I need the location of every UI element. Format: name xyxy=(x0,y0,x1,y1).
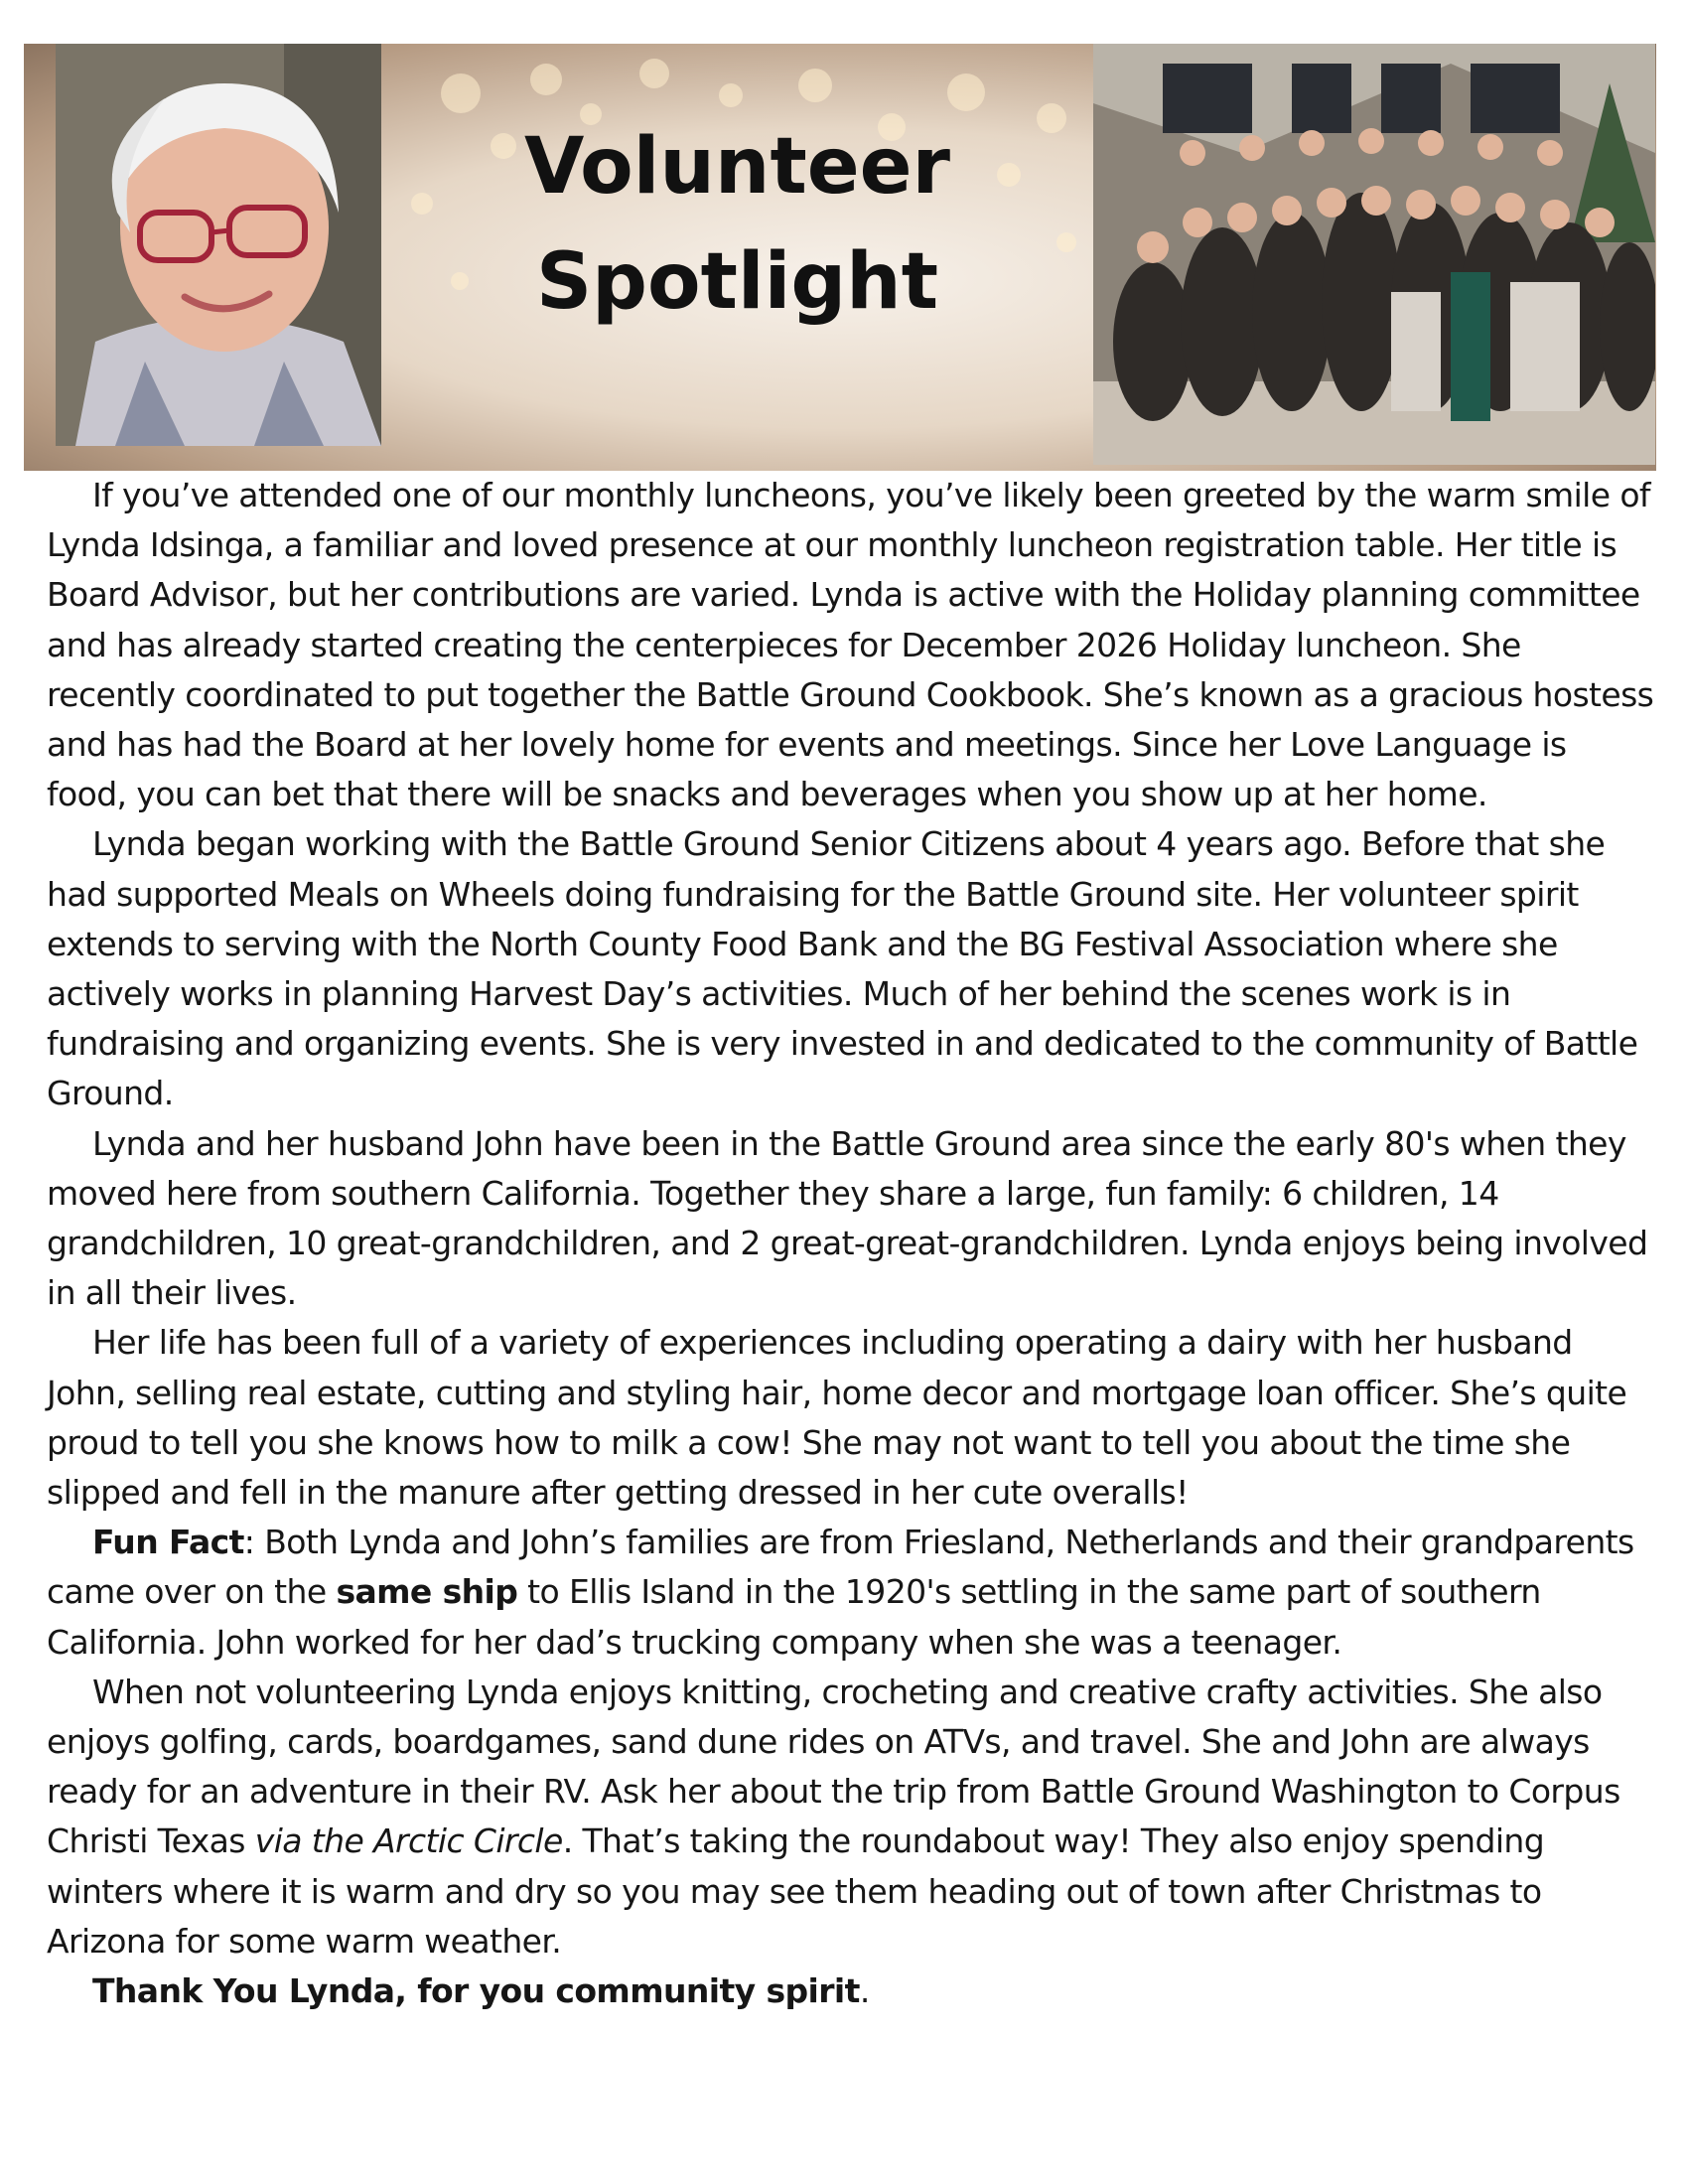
paragraph-hobbies xyxy=(47,1668,1655,1966)
group-illustration xyxy=(1093,44,1655,465)
title-line-1: Volunteer xyxy=(523,122,951,212)
bokeh-light xyxy=(798,69,832,102)
paragraph-family: Lynda and her husband John have been in the Battle Ground area since the early 80's when they moved here from southern California. Together they share a large, fun family: 6 children, 14 grandchildren, 10 great-grandchildren, and 2 great-great-grandchildren. Lynda enjoys being involved in all their lives. xyxy=(47,1123,1648,1313)
article-body xyxy=(47,471,1655,2016)
title-line-2: Spotlight xyxy=(535,237,938,327)
page-title xyxy=(381,109,1093,340)
fun-fact-text-b: to Ellis Island in the 1920's settling in the same part of southern California. John worked for her dad’s trucking company when she was a teenager. xyxy=(47,1572,1541,1662)
fun-fact-text-a: : Both Lynda and John’s families are from Friesland, Netherlands and their grandparents came over on the xyxy=(47,1523,1634,1612)
paragraph-intro: If you’ve attended one of our monthly luncheons, you’ve likely been greeted by the warm smile of Lynda Idsinga, a familiar and loved presence at our monthly luncheon registration table. Her title is Board Advisor, but her contributions are varied. Lynda is active with the Holiday planning committee and has already started creating the centerpieces for December 2026 Holiday luncheon. She recently coordinated to put together the Battle Ground Cookbook. She’s known as a gracious hostess and has had the Board at her lovely home for events and meetings. Since her Love Language is food, you can bet that there will be snacks and beverages when you show up at her home. xyxy=(47,476,1654,814)
family-group-photo xyxy=(1093,44,1655,465)
bokeh-light xyxy=(441,73,481,113)
hobbies-italic: via the Arctic Circle xyxy=(254,1821,563,1861)
paragraph-experiences: Her life has been full of a variety of experiences including operating a dairy with her husband John, selling real estate, cutting and styling hair, home decor and mortgage loan officer. She’s quite proud to tell you she knows how to milk a cow! She may not want to tell you about the time she slipped and fell in the manure after getting dressed in her cute overalls! xyxy=(47,1323,1627,1513)
portrait-illustration xyxy=(56,44,381,446)
portrait-photo xyxy=(56,44,381,446)
fun-fact-emphasis: same ship xyxy=(336,1572,518,1612)
bokeh-light xyxy=(719,83,743,107)
thanks-text: Thank You Lynda, for you community spirit xyxy=(92,1971,860,2011)
paragraph-history: Lynda began working with the Battle Ground Senior Citizens about 4 years ago. Before that she had supported Meals on Wheels doing fundraising for the Battle Ground site. Her volunteer spirit extends to serving with the North County Food Bank and the BG Festival Association where she actively works in planning Harvest Day’s activities. Much of her behind the scenes work is in fundraising and organizing events. She is very invested in and dedicated to the community of Battle Ground. xyxy=(47,824,1638,1113)
bokeh-light xyxy=(530,64,562,95)
paragraph-fun-fact xyxy=(47,1518,1655,1668)
fun-fact-label: Fun Fact xyxy=(92,1523,244,1562)
paragraph-thanks xyxy=(47,1966,1655,2016)
hobbies-text-b: . That’s taking the roundabout way! They also enjoy spending winters where it is warm and dry so you may see them heading out of town after Christmas to Arizona for some warm weather. xyxy=(47,1821,1545,1961)
thanks-end: . xyxy=(859,1971,870,2011)
bokeh-light xyxy=(947,73,985,111)
bokeh-light xyxy=(639,59,669,88)
hobbies-text-a: When not volunteering Lynda enjoys knitting, crocheting and creative crafty activities. She also enjoys golfing, cards, boardgames, sand dune rides on ATVs, and travel. She and John are always ready for an adventure in their RV. Ask her about the trip from Battle Ground Washington to Corpus Christi Texas xyxy=(47,1672,1620,1861)
